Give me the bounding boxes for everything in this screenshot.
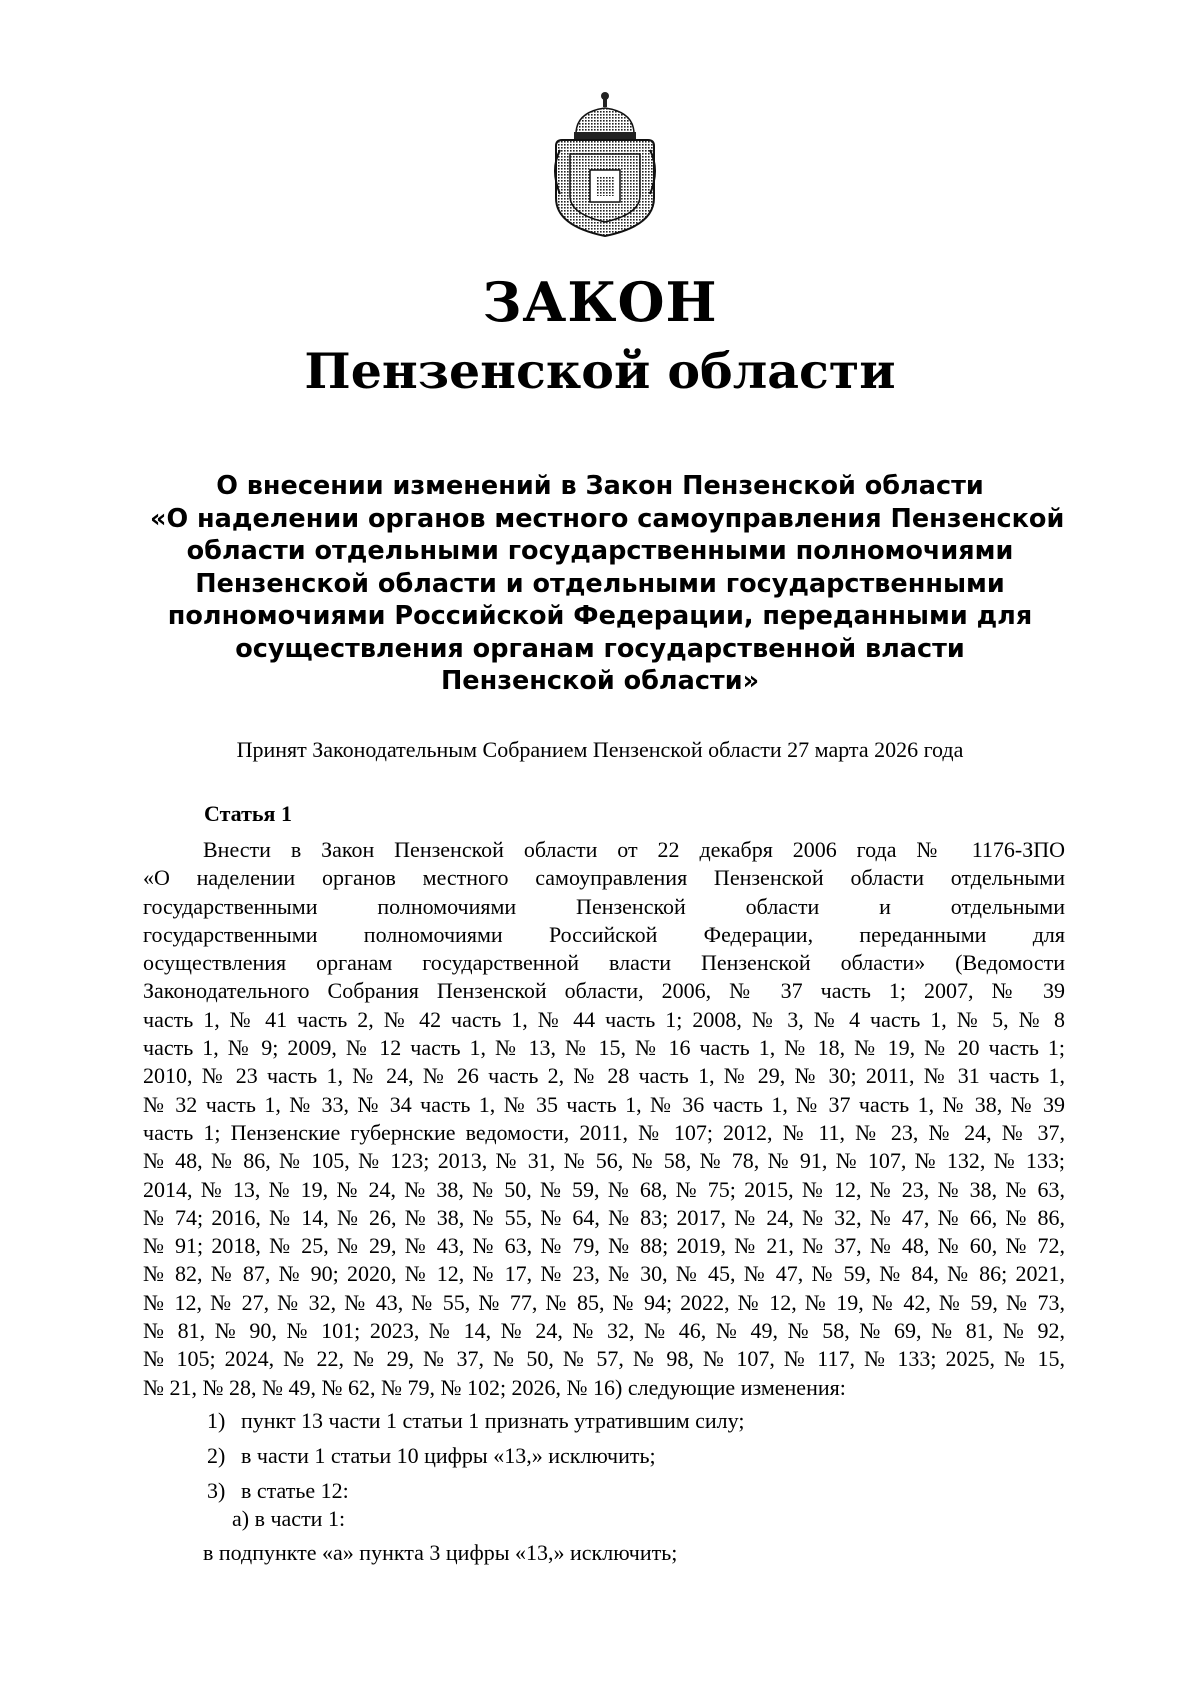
article-body [143,836,1065,1402]
amendment-paragraph: в подпункте «а» пункта 3 цифры «13,» исключить; [203,1540,678,1565]
body-line: 2010, № 23 часть 1, № 24, № 26 часть 2, № 28 часть 1, № 29, № 30; 2011, № 31 часть 1, [143,1063,1065,1089]
list-item-text: в части 1 статьи 10 цифры «13,» исключить; [241,1443,656,1468]
body-line: часть 1; Пензенские губернские ведомости, 2011, № 107; 2012, № 11, № 23, № 24, № 37, [143,1119,1065,1145]
body-line: часть 1, № 9; 2009, № 12 часть 1, № 13, № 15, № 16 часть 1, № 18, № 19, № 20 часть 1; [143,1035,1065,1061]
law-title: ЗАКОН [482,270,718,334]
subject-line: Пензенской области и отдельными государственными [195,568,1005,599]
body-line: «О наделении органов местного самоуправления Пензенской области отдельными [143,865,1065,891]
list-item-number: 1) [207,1408,226,1433]
body-line: 2014, № 13, № 19, № 24, № 38, № 50, № 59, № 68, № 75; 2015, № 12, № 23, № 38, № 63, [143,1176,1065,1202]
article-heading: Статья 1 [204,801,292,826]
penza-coat-of-arms-icon [546,90,664,238]
body-line: государственными полномочиями Российской Федерации, переданными для [143,921,1065,947]
body-line: № 32 часть 1, № 33, № 34 часть 1, № 35 часть 1, № 36 часть 1, № 37 часть 1, № 38, № 39 [143,1091,1065,1117]
body-line: № 105; 2024, № 22, № 29, № 37, № 50, № 57, № 98, № 107, № 117, № 133; 2025, № 15, [143,1346,1065,1372]
body-line: № 12, № 27, № 32, № 43, № 55, № 77, № 85, № 94; 2022, № 12, № 19, № 42, № 59, № 73, [143,1289,1065,1315]
law-subject [150,470,1065,698]
law-region-title: Пензенской области [304,342,896,400]
list-item [207,1478,349,1504]
subject-line: полномочиями Российской Федерации, переданными для [167,601,1033,631]
body-line: № 82, № 87, № 90; 2020, № 12, № 17, № 23, № 30, № 45, № 47, № 59, № 84, № 86; 2021, [143,1261,1065,1287]
subject-line: области отдельными государственными полномочиями [186,536,1014,566]
subject-line: «О наделении органов местного самоуправления Пензенской [150,503,1065,534]
list-item-text: в статье 12: [241,1478,349,1503]
list-item-number: 2) [207,1443,226,1468]
subject-line: О внесении изменений в Закон Пензенской области [216,471,984,501]
body-line: № 81, № 90, № 101; 2023, № 14, № 24, № 32, № 46, № 49, № 58, № 69, № 81, № 92, [143,1318,1065,1344]
body-line: № 91; 2018, № 25, № 29, № 43, № 63, № 79, № 88; 2019, № 21, № 37, № 48, № 60, № 72, [143,1233,1065,1259]
body-line: часть 1, № 41 часть 2, № 42 часть 1, № 44 часть 1; 2008, № 3, № 4 часть 1, № 5, № 8 [143,1006,1065,1032]
body-line: № 74; 2016, № 14, № 26, № 38, № 55, № 64, № 83; 2017, № 24, № 32, № 47, № 66, № 86, [143,1204,1065,1230]
list-item-number: 3) [207,1478,226,1503]
body-line: осуществления органам государственной власти Пензенской области» (Ведомости [143,950,1065,976]
body-line: государственными полномочиями Пензенской области и отдельными [143,893,1065,919]
body-line: № 48, № 86, № 105, № 123; 2013, № 31, № 56, № 58, № 78, № 91, № 107, № 132, № 133; [143,1148,1065,1174]
list-item [207,1408,745,1434]
adoption-note: Принят Законодательным Собранием Пензенской области 27 марта 2026 года [236,737,964,762]
list-item [207,1443,656,1469]
list-item-text: пункт 13 части 1 статьи 1 признать утратившим силу; [241,1408,745,1433]
body-line: Внести в Закон Пензенской области от 22 декабря 2006 года № 1176-ЗПО [203,837,1065,862]
body-line: Законодательного Собрания Пензенской области, 2006, № 37 часть 1; 2007, № 39 [143,978,1065,1004]
body-line: № 21, № 28, № 49, № 62, № 79, № 102; 2026, № 16) следующие изменения: [143,1374,846,1400]
subject-line: осуществления органам государственной власти [235,633,965,664]
subject-line: Пензенской области» [440,666,760,696]
sub-item: а) в части 1: [232,1506,346,1531]
